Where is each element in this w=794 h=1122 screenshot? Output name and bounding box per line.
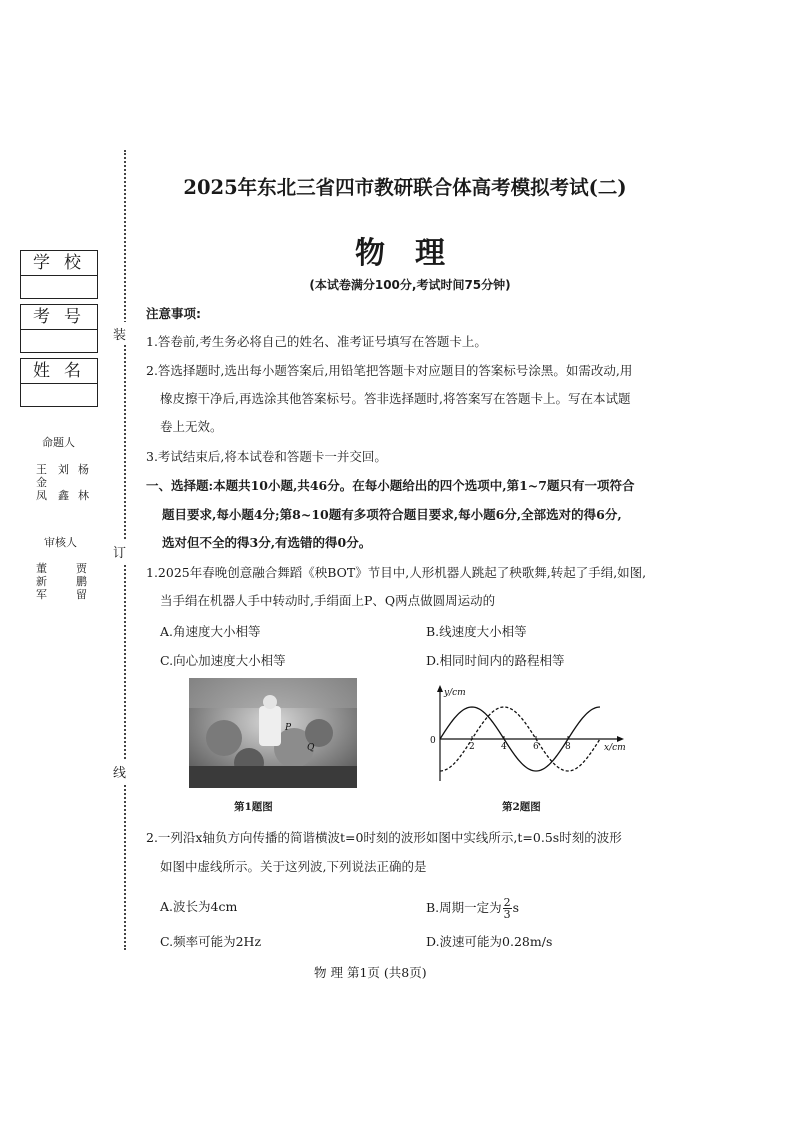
subject-title: 物理 [355,236,475,271]
proposer-name: 王 [36,463,47,476]
instruction-item: 卷上无效。 [160,419,223,434]
reviewer-label: 审核人 [44,536,77,549]
y-axis-label: y/cm [444,688,466,698]
instruction-item: 2.答选择题时,选出每小题答案后,用铅笔把答题卡对应题目的答案标号涂黑。如需改动,用 [146,363,633,378]
exam-number-field[interactable] [21,330,97,352]
q1-option-d[interactable]: D.相同时间内的路程相等 [426,653,565,668]
name-label: 姓名 [21,359,97,384]
x-tick-label: 2 [469,742,475,752]
q1-option-b[interactable]: B.线速度大小相等 [426,624,527,639]
instruction-item: 1.答卷前,考生务必将自己的姓名、准考证号填写在答题卡上。 [146,334,487,349]
school-label: 学校 [21,251,97,276]
instructions-heading: 注意事项: [146,306,201,321]
proposer-name: 刘 [58,463,69,476]
binding-char-xian: 线 [113,760,126,783]
q2-stem: 2.一列沿x轴负方向传播的简谐横波t=0时刻的波形如图中实线所示,t=0.5s时刻的波形 [146,830,622,845]
binding-char-zhuang: 装 [113,322,126,345]
proposer-label: 命题人 [42,436,75,449]
reviewer-name: 新 [36,575,47,588]
section-line: 选对但不全的得3分,有选错的得0分。 [162,535,372,550]
x-axis-label: x/cm [604,743,626,753]
q2-option-c[interactable]: C.频率可能为2Hz [160,934,262,949]
q1-stem: 当手绢在机器人手中转动时,手绢面上P、Q两点做圆周运动的 [160,593,496,608]
fraction-unit: s [512,900,520,915]
reviewer-name: 董 [36,562,47,575]
x-tick-label: 8 [565,742,571,752]
q2-option-d[interactable]: D.波速可能为0.28m/s [426,934,553,949]
school-box[interactable] [20,250,98,299]
school-field[interactable] [21,276,97,298]
proposer-name: 凤 [36,489,47,502]
proposer-name: 杨 [78,463,89,476]
q2-stem: 如图中虚线所示。关于这列波,下列说法正确的是 [160,859,427,874]
origin-label: 0 [430,736,436,746]
y-axis-arrow [437,685,443,692]
reviewer-name: 鹏 [76,575,87,588]
exam-title: 2025年东北三省四市教研联合体高考模拟考试(二) [183,176,627,199]
name-field[interactable] [21,384,97,406]
q1-stem: 1.2025年春晚创意融合舞蹈《秧BOT》节目中,人形机器人跳起了秧歌舞,转起了手绢,如图, [146,565,647,580]
proposer-name: 林 [78,489,89,502]
q2-option-b-text: B.周期一定为 [426,900,502,915]
q2-fraction [503,897,512,920]
exam-number-label: 考号 [21,305,97,330]
q2-option-a[interactable]: A.波长为4cm [160,899,238,914]
fraction-numerator: 2 [503,896,511,909]
reviewer-name: 军 [36,588,47,601]
q1-option-a[interactable]: A.角速度大小相等 [160,624,261,639]
q1-option-c[interactable]: C.向心加速度大小相等 [160,653,286,668]
q2-option-b[interactable] [426,897,519,920]
name-box[interactable] [20,358,98,407]
proposer-name: 鑫 [58,489,69,502]
q1-figure-caption: 第1题图 [234,801,273,813]
fraction-denominator: 3 [503,908,511,921]
page-footer: 物 理 第1页 (共8页) [314,965,427,980]
section-line: 题目要求,每小题4分;第8~10题有多项符合题目要求,每小题6分,全部选对的得6分, [162,507,622,522]
exam-note: (本试卷满分100分,考试时间75分钟) [309,278,511,292]
q2-figure-caption: 第2题图 [502,801,541,813]
exam-number-box[interactable] [20,304,98,353]
instruction-item: 橡皮擦干净后,再选涂其他答案标号。答非选择题时,将答案写在答题卡上。写在本试题 [160,391,631,406]
x-tick-label: 6 [533,742,539,752]
x-tick-label: 4 [501,742,507,752]
proposer-name: 金 [36,476,47,489]
x-axis-arrow [617,736,624,742]
photo-label-p: P [285,723,292,733]
instruction-item: 3.考试结束后,将本试卷和答题卡一并交回。 [146,449,387,464]
section-heading: 一、选择题:本题共10小题,共46分。在每小题给出的四个选项中,第1~7题只有一项符合 [146,478,635,493]
q1-photo [189,678,357,788]
binding-char-ding: 订 [113,540,126,563]
q2-wave-chart [410,683,640,793]
reviewer-name: 贾 [76,562,87,575]
photo-label-q: Q [307,743,315,753]
reviewer-name: 留 [76,588,87,601]
